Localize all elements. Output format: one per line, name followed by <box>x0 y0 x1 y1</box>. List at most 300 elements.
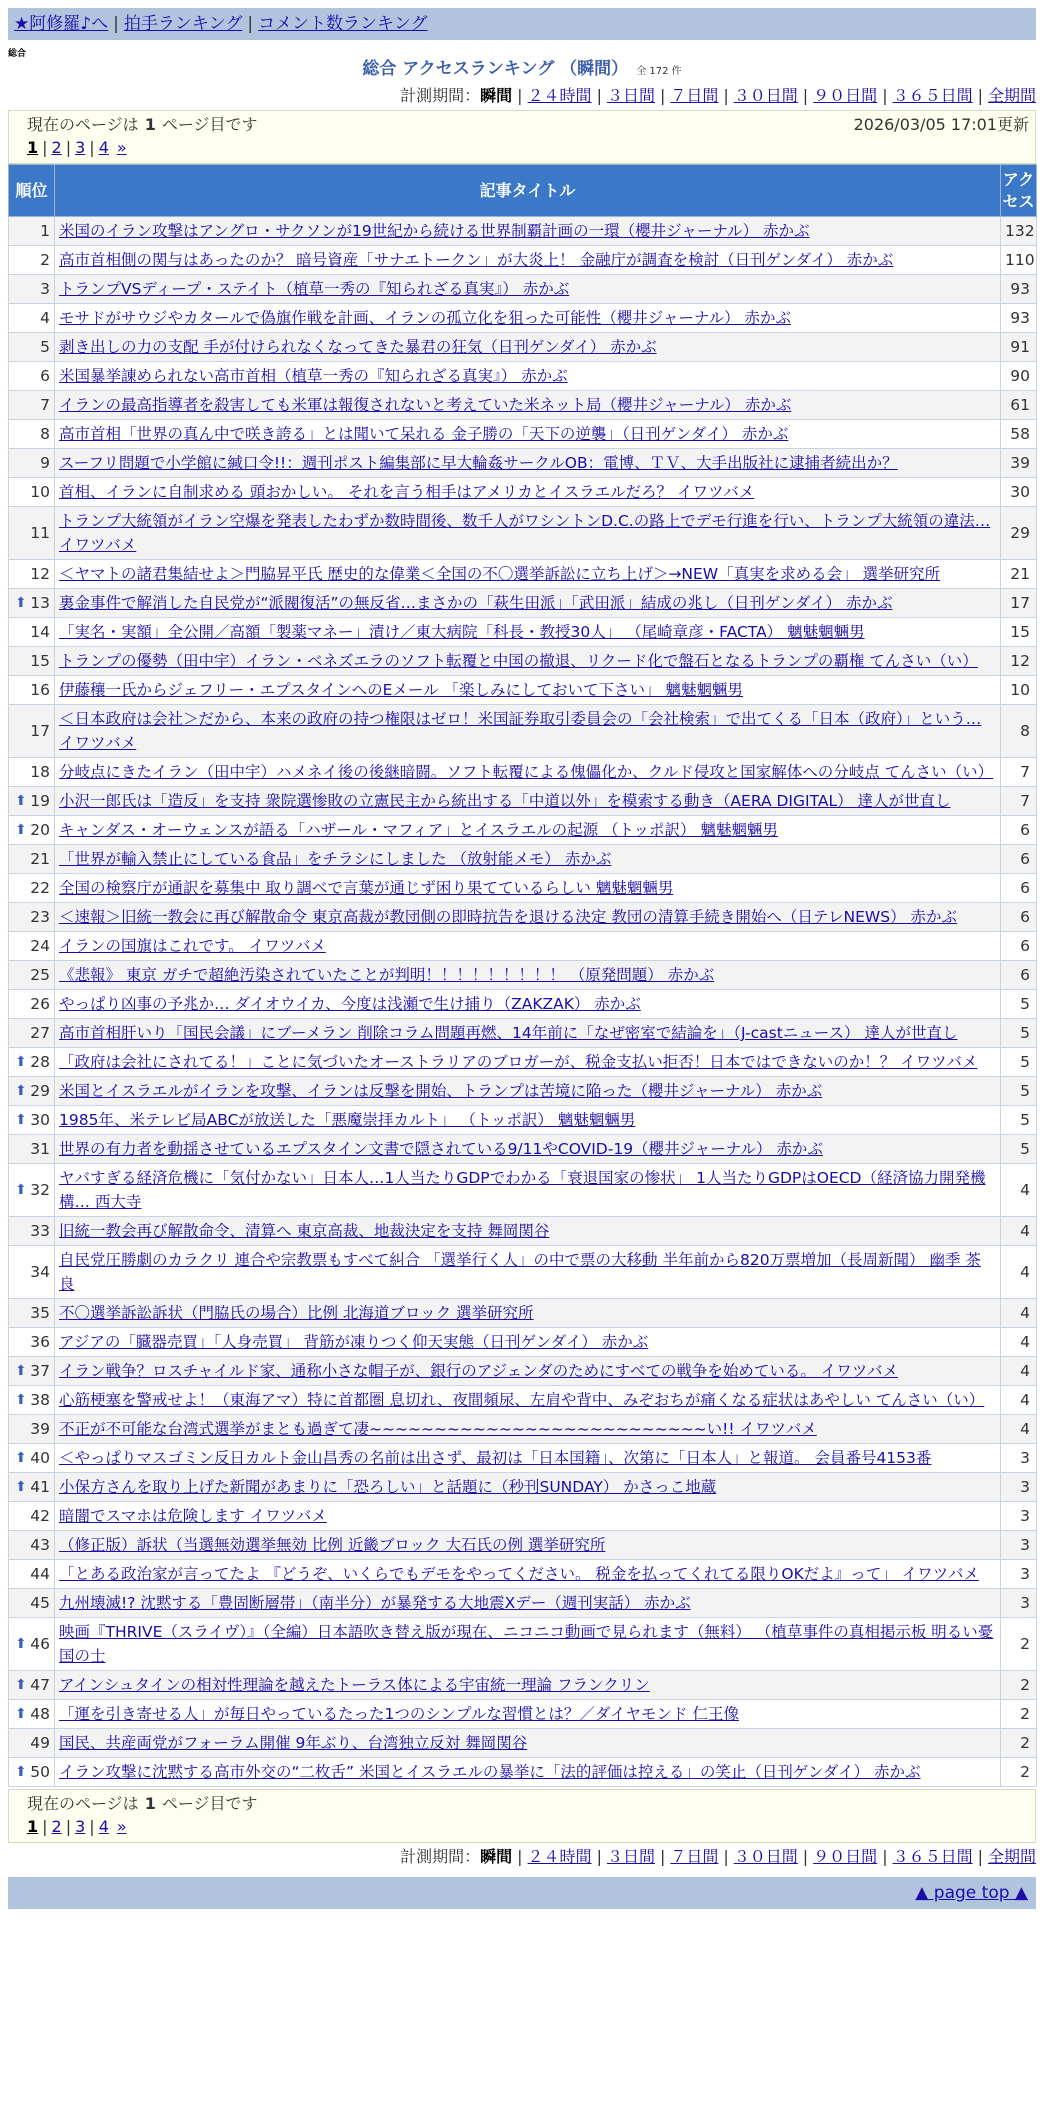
access-count: 12 <box>1001 647 1037 676</box>
period-link[interactable]: ３６５日間 <box>892 86 973 105</box>
access-count: 110 <box>1001 246 1037 275</box>
period-separator: | <box>517 86 523 105</box>
title-cell <box>55 1531 1001 1560</box>
period-link[interactable]: 全期間 <box>987 1847 1036 1866</box>
title-cell <box>55 1164 1001 1217</box>
table-row <box>9 1444 1037 1473</box>
access-count: 58 <box>1001 420 1037 449</box>
access-count: 30 <box>1001 478 1037 507</box>
updated-timestamp: 2026/03/05 17:01更新 <box>853 115 1029 134</box>
access-count: 21 <box>1001 560 1037 589</box>
access-count: 5 <box>1001 1106 1037 1135</box>
period-link[interactable]: ３日間 <box>606 1847 655 1866</box>
access-count: 6 <box>1001 903 1037 932</box>
table-row <box>9 618 1037 647</box>
title-cell <box>55 1473 1001 1502</box>
rank-number: 19 <box>30 792 50 810</box>
title-cell <box>55 758 1001 787</box>
article-link[interactable]: アインシュタインの相対性理論を越えたトーラス体による宇宙統一理論 フランクリン <box>59 1676 650 1694</box>
access-header: アクセス <box>1001 165 1037 217</box>
period-separator: | <box>517 1847 523 1866</box>
title-cell <box>55 1729 1001 1758</box>
rank-cell <box>9 1729 55 1758</box>
title-cell <box>55 589 1001 618</box>
rank-number: 33 <box>30 1222 50 1240</box>
rank-number: 3 <box>40 280 50 298</box>
rank-cell <box>9 1106 55 1135</box>
access-count: 39 <box>1001 449 1037 478</box>
access-count: 6 <box>1001 961 1037 990</box>
article-link[interactable]: ＜日本政府は会社＞だから、本来の政府の持つ権限はゼロ！米国証券取引委員会の「会社検索」で出てくる「日本（政府）」という… イワツバメ <box>59 710 982 752</box>
access-count: 3 <box>1001 1444 1037 1473</box>
rank-cell <box>9 903 55 932</box>
period-current: 瞬間 <box>480 86 513 105</box>
article-link[interactable]: 米国のイラン攻撃はアングロ・サクソンが19世紀から続ける世界制覇計画の一環（櫻井ジャーナル） 赤かぶ <box>59 222 810 240</box>
table-row <box>9 1386 1037 1415</box>
title-cell <box>55 1299 1001 1328</box>
article-link[interactable]: ＜速報＞旧統一教会に再び解散命令 東京高裁が教団側の即時抗告を退ける決定 教団の清算手続き開始へ（日テレNEWS） 赤かぶ <box>59 908 958 926</box>
comment-ranking-link[interactable]: コメント数ランキング <box>258 14 428 34</box>
table-row <box>9 217 1037 246</box>
article-link[interactable]: 米国暴挙諌められない高市首相（植草一秀の『知られざる真実』） 赤かぶ <box>59 367 568 385</box>
rank-number: 31 <box>30 1140 50 1158</box>
article-link[interactable]: 「世界が輸入禁止にしている食品」をチラシにしました （放射能メモ） 赤かぶ <box>59 850 612 868</box>
rank-number: 43 <box>30 1536 50 1554</box>
access-count: 132 <box>1001 217 1037 246</box>
period-link[interactable]: ３０日間 <box>733 86 798 105</box>
table-row <box>9 275 1037 304</box>
period-link[interactable]: ２４時間 <box>527 86 592 105</box>
title-cell <box>55 932 1001 961</box>
title-cell <box>55 1048 1001 1077</box>
access-count: 4 <box>1001 1246 1037 1299</box>
article-link[interactable]: 映画『THRIVE（スライヴ）』（全編）日本語吹き替え版が現在、ニコニコ動画で見られます（無料） （植草事件の真相掲示板 明るい憂国の士 <box>59 1623 994 1665</box>
article-link[interactable]: ヤバすぎる経済危機に「気付かない」日本人…1人当たりGDPでわかる「衰退国家の惨状」 1人当たりGDPはOECD（経済協力開発機構… 西大寺 <box>59 1169 986 1211</box>
title-cell <box>55 1106 1001 1135</box>
arrow-up-icon: ⬆ <box>15 595 27 611</box>
access-count: 7 <box>1001 787 1037 816</box>
rank-cell <box>9 618 55 647</box>
access-count: 6 <box>1001 932 1037 961</box>
table-row <box>9 1328 1037 1357</box>
section-label: 総合 <box>8 49 27 59</box>
period-separator: | <box>882 86 888 105</box>
period-link[interactable]: ９０日間 <box>813 86 878 105</box>
article-link[interactable]: 暗闇でスマホは危険します イワツバメ <box>59 1507 327 1525</box>
access-count: 2 <box>1001 1700 1037 1729</box>
title-cell <box>55 560 1001 589</box>
rank-cell <box>9 1589 55 1618</box>
table-row <box>9 560 1037 589</box>
rank-cell <box>9 478 55 507</box>
period-link[interactable]: 全期間 <box>987 86 1036 105</box>
table-row <box>9 758 1037 787</box>
table-row <box>9 932 1037 961</box>
next-page-link[interactable]: » <box>116 1817 127 1836</box>
article-link[interactable]: 米国とイスラエルがイランを攻撃、イランは反撃を開始、トランプは苦境に陥った（櫻井ジャーナル） 赤かぶ <box>59 1082 823 1100</box>
table-row <box>9 1357 1037 1386</box>
article-link[interactable]: 九州壊滅!? 沈黙する「豊固断層帯」（南半分）が暴発する大地震Xデー（週刊実話） 赤かぶ <box>59 1594 691 1612</box>
period-separator: | <box>882 1847 888 1866</box>
article-link[interactable]: スーフリ問題で小学館に緘口令!!：週刊ポスト編集部に早大輪姦サークルOB：電博、ＴＶ、大手出版社に逮捕者続出か？ <box>59 454 898 472</box>
period-selector-bottom <box>400 1847 1036 1867</box>
table-row <box>9 362 1037 391</box>
article-link[interactable]: （修正版）訴状（当選無効選挙無効 比例 近畿ブロック 大石氏の例 選挙研究所 <box>59 1536 606 1554</box>
title-cell <box>55 618 1001 647</box>
page-link[interactable]: 4 <box>98 138 109 157</box>
rank-number: 35 <box>30 1304 50 1322</box>
article-link[interactable]: 世界の有力者を動揺させているエプスタイン文書で隠されている9/11やCOVID-19（櫻井ジャーナル） 赤かぶ <box>59 1140 823 1158</box>
title-cell <box>55 845 1001 874</box>
article-link[interactable]: ＜ヤマトの諸君集結せよ＞門脇昇平氏 歴史的な偉業＜全国の不〇選挙訴訟に立ち上げ＞→NEW「真実を求める会」 選挙研究所 <box>59 565 941 583</box>
rank-number: 38 <box>30 1391 50 1409</box>
title-cell <box>55 705 1001 758</box>
access-count: 5 <box>1001 1019 1037 1048</box>
ranking-body <box>9 217 1037 1787</box>
page-link[interactable]: 4 <box>98 1817 109 1836</box>
table-row <box>9 705 1037 758</box>
title-cell <box>55 246 1001 275</box>
access-count: 4 <box>1001 1217 1037 1246</box>
table-row <box>9 1106 1037 1135</box>
page-status-suffix: ページ目です <box>161 115 258 134</box>
access-count: 2 <box>1001 1758 1037 1787</box>
page-status-suffix: ページ目です <box>161 1794 258 1813</box>
article-link[interactable]: イラン攻撃に沈黙する高市外交の“二枚舌” 米国とイスラエルの暴挙に「法的評価は控える」の笑止（日刊ゲンダイ） 赤かぶ <box>59 1763 921 1781</box>
rank-number: 29 <box>30 1082 50 1100</box>
rank-number: 2 <box>40 251 50 269</box>
page-link[interactable]: 3 <box>75 138 86 157</box>
rank-cell <box>9 676 55 705</box>
access-count: 7 <box>1001 758 1037 787</box>
rank-number: 8 <box>40 425 50 443</box>
title-cell <box>55 647 1001 676</box>
title-cell <box>55 304 1001 333</box>
rank-cell <box>9 1164 55 1217</box>
access-count: 29 <box>1001 507 1037 560</box>
ranking-title: 総合 アクセスランキング （瞬間） <box>362 59 629 79</box>
rank-number: 11 <box>30 524 50 542</box>
title-cell <box>55 903 1001 932</box>
rank-cell <box>9 1671 55 1700</box>
article-link[interactable]: 1985年、米テレビ局ABCが放送した「悪魔崇拝カルト」 （トッポ訳） 魑魅魍魎男 <box>59 1111 636 1129</box>
top-nav <box>8 8 1036 40</box>
access-count: 4 <box>1001 1328 1037 1357</box>
article-link[interactable]: 首相、イランに自制求める 頭おかしい。 それを言う相手はアメリカとイスラエルだろ？ イワツバメ <box>59 483 755 501</box>
period-label: 計測期間： <box>400 1847 481 1866</box>
article-link[interactable]: イラン戦争？ロスチャイルド家、通称小さな帽子が、銀行のアジェンダのためにすべての戦争を始めている。 イワツバメ <box>59 1362 898 1380</box>
article-link[interactable]: 分岐点にきたイラン（田中宇）ハメネイ後の後継暗闘。ソフト転覆による傀儡化か、クルド侵攻と国家解体への分岐点 てんさい（い） <box>59 763 994 781</box>
period-link[interactable]: ３６５日間 <box>892 1847 973 1866</box>
arrow-up-icon: ⬆ <box>15 1677 27 1693</box>
article-link[interactable]: 自民党圧勝劇のカラクリ 連合や宗教票もすべて糾合 「選挙行く人」の中で票の大移動 半年前から820万票増加（長周新聞） 幽季 茶良 <box>59 1251 981 1293</box>
article-link[interactable]: 小沢一郎氏は「造反」を支持 衆院選惨敗の立憲民主から統出する「中道以外」を模索する動き（AERA DIGITAL） 達人が世直し <box>59 792 951 810</box>
table-row <box>9 816 1037 845</box>
table-row <box>9 1246 1037 1299</box>
title-cell <box>55 1135 1001 1164</box>
title-cell <box>55 391 1001 420</box>
rank-number: 32 <box>30 1181 50 1199</box>
article-link[interactable]: 高市首相側の関与はあったのか？ 暗号資産「サナエトークン」が大炎上！ 金融庁が調査を検討（日刊ゲンダイ） 赤かぶ <box>59 251 894 269</box>
table-row <box>9 676 1037 705</box>
table-row <box>9 1618 1037 1671</box>
table-row <box>9 246 1037 275</box>
period-separator: | <box>659 1847 666 1866</box>
table-row <box>9 1299 1037 1328</box>
article-link[interactable]: トランプ大統領がイラン空爆を発表したわずか数時間後、数千人がワシントンD.C.の路上でデモ行進を行い、トランプ大統領の違法… イワツバメ <box>59 512 991 554</box>
rank-cell <box>9 1386 55 1415</box>
rank-cell <box>9 275 55 304</box>
article-link[interactable]: 全国の検察庁が通訳を募集中 取り調べで言葉が通じず困り果てているらしい 魑魅魍魎男 <box>59 879 674 897</box>
title-cell <box>55 1386 1001 1415</box>
period-link[interactable]: ７日間 <box>670 1847 719 1866</box>
period-link[interactable]: ３日間 <box>606 86 655 105</box>
rank-number: 37 <box>30 1362 50 1380</box>
access-count: 17 <box>1001 589 1037 618</box>
access-count: 3 <box>1001 1502 1037 1531</box>
nav-separator: | <box>113 14 119 34</box>
rank-number: 6 <box>40 367 50 385</box>
article-link[interactable]: やっぱり凶事の予兆か… ダイオウイカ、今度は浅瀬で生け捕り（ZAKZAK） 赤かぶ <box>59 995 641 1013</box>
rank-cell <box>9 1246 55 1299</box>
article-link[interactable]: 心筋梗塞を警戒せよ！（東海アマ）特に首都圏 息切れ、夜間頻尿、左肩や背中、みぞおちが痛くなる症状はあやしい てんさい（い） <box>59 1391 985 1409</box>
rank-cell <box>9 1758 55 1787</box>
period-link[interactable]: ２４時間 <box>527 1847 592 1866</box>
rank-cell <box>9 1217 55 1246</box>
access-count: 6 <box>1001 874 1037 903</box>
rank-cell <box>9 1019 55 1048</box>
table-row <box>9 1758 1037 1787</box>
period-separator: | <box>596 86 602 105</box>
article-link[interactable]: 伊藤穰一氏からジェフリー・エプスタインへのEメール 「楽しみにしておいて下さい」 魑魅魍魎男 <box>59 681 743 699</box>
rank-number: 24 <box>30 937 50 955</box>
article-link[interactable]: 不〇選挙訴訟訴状（門脇氏の場合）比例 北海道ブロック 選挙研究所 <box>59 1304 534 1322</box>
title-cell <box>55 676 1001 705</box>
pagination <box>27 1815 1025 1838</box>
article-link[interactable]: 「実名・実額」全公開／高額「製薬マネー」漬け／東大病院「科長・教授30人」 （尾崎章彦・FACTA） 魑魅魍魎男 <box>59 623 865 641</box>
title-cell <box>55 1415 1001 1444</box>
article-link[interactable]: 「政府は会社にされてる！」ことに気づいたオーストラリアのブロガーが、税金支払い拒否！日本ではできないのか！？ イワツバメ <box>59 1053 978 1071</box>
rank-cell <box>9 1444 55 1473</box>
article-link[interactable]: 高市首相「世界の真ん中で咲き誇る」とは聞いて呆れる 金子勝の「天下の逆襲」（日刊ゲンダイ） 赤かぶ <box>59 425 789 443</box>
title-cell <box>55 990 1001 1019</box>
rank-number: 23 <box>30 908 50 926</box>
rank-number: 42 <box>30 1507 50 1525</box>
rank-number: 44 <box>30 1565 50 1583</box>
access-count: 61 <box>1001 391 1037 420</box>
rank-cell <box>9 1618 55 1671</box>
arrow-up-icon: ⬆ <box>15 1706 27 1722</box>
table-row <box>9 507 1037 560</box>
page-current: 1 <box>27 138 39 157</box>
title-cell <box>55 1019 1001 1048</box>
article-link[interactable]: モサドがサウジやカタールで偽旗作戦を計画、イランの孤立化を狙った可能性（櫻井ジャーナル） 赤かぶ <box>59 309 792 327</box>
title-cell <box>55 333 1001 362</box>
table-row <box>9 1729 1037 1758</box>
rank-cell <box>9 1299 55 1328</box>
access-count: 93 <box>1001 304 1037 333</box>
article-link[interactable]: 高市首相肝いり「国民会議」にブーメラン 削除コラム問題再燃、14年前に「なぜ密室で結論を」（J-castニュース） 達人が世直し <box>59 1024 958 1042</box>
title-cell <box>55 1357 1001 1386</box>
rank-number: 16 <box>30 681 50 699</box>
article-link[interactable]: ＜やっぱりマスゴミン反日カルト金山昌秀の名前は出さず、最初は「日本国籍」、次第に「日本人」と報道。 会員番号4153番 <box>59 1449 932 1467</box>
rank-cell <box>9 1135 55 1164</box>
article-link[interactable]: 不正が不可能な台湾式選挙がまとも過ぎて凄~~~~~~~~~~~~~~~~~~~~~~~~~~い!! イワツバメ <box>59 1420 817 1438</box>
page-info-bottom <box>8 1789 1036 1843</box>
access-count: 93 <box>1001 275 1037 304</box>
rank-number: 9 <box>40 454 50 472</box>
table-row <box>9 1473 1037 1502</box>
title-cell <box>55 816 1001 845</box>
rank-number: 15 <box>30 652 50 670</box>
period-link[interactable]: ７日間 <box>670 86 719 105</box>
article-link[interactable]: 国民、共産両党がフォーラム開催 9年ぶり、台湾独立反対 舞岡関谷 <box>59 1734 528 1752</box>
rank-cell <box>9 787 55 816</box>
access-count: 5 <box>1001 1135 1037 1164</box>
page-link[interactable]: 2 <box>51 1817 62 1836</box>
access-count: 15 <box>1001 618 1037 647</box>
period-separator: | <box>723 86 729 105</box>
title-cell <box>55 217 1001 246</box>
title-cell <box>55 1328 1001 1357</box>
table-row <box>9 903 1037 932</box>
title-cell <box>55 449 1001 478</box>
article-link[interactable]: 小保方さんを取り上げた新聞があまりに「恐ろしい」と話題に（秒刊SUNDAY） かさっこ地蔵 <box>59 1478 717 1496</box>
rank-cell <box>9 560 55 589</box>
access-count: 2 <box>1001 1729 1037 1758</box>
title-header: 記事タイトル <box>55 165 1001 217</box>
table-row <box>9 845 1037 874</box>
ranking-title-bar <box>0 58 1044 83</box>
rank-cell <box>9 932 55 961</box>
rank-cell <box>9 845 55 874</box>
article-link[interactable]: キャンダス・オーウェンスが語る「ハザール・マフィア」とイスラエルの起源 （トッポ訳） 魑魅魍魎男 <box>59 821 778 839</box>
access-count: 4 <box>1001 1386 1037 1415</box>
access-count: 2 <box>1001 1618 1037 1671</box>
access-count: 91 <box>1001 333 1037 362</box>
table-row <box>9 478 1037 507</box>
arrow-up-icon: ⬆ <box>15 1764 27 1780</box>
article-link[interactable]: 「とある政治家が言ってたよ 『どうぞ、いくらでもデモをやってください。 税金を払ってくれてる限りOKだよ』って」 イワツバメ <box>59 1565 979 1583</box>
table-row <box>9 1135 1037 1164</box>
rank-number: 45 <box>30 1594 50 1612</box>
period-link[interactable]: ３０日間 <box>733 1847 798 1866</box>
article-link[interactable]: アジアの「臓器売買」「人身売買」 背筋が凍りつく仰天実態（日刊ゲンダイ） 赤かぶ <box>59 1333 649 1351</box>
title-cell <box>55 1589 1001 1618</box>
next-page-link[interactable]: » <box>116 138 127 157</box>
title-cell <box>55 1671 1001 1700</box>
rank-cell <box>9 758 55 787</box>
rank-number: 13 <box>30 594 50 612</box>
page-top-link[interactable]: ▲ page top ▲ <box>915 1883 1028 1903</box>
page-link[interactable]: 3 <box>75 1817 86 1836</box>
page-separator: | <box>42 1817 48 1836</box>
period-selector-top <box>400 86 1036 106</box>
table-row <box>9 1589 1037 1618</box>
article-link[interactable]: 旧統一教会再び解散命令、清算へ 東京高裁、地裁決定を支持 舞岡関谷 <box>59 1222 550 1240</box>
pagination <box>27 136 1025 159</box>
rank-cell <box>9 705 55 758</box>
rank-number: 10 <box>30 483 50 501</box>
rank-number: 12 <box>30 565 50 583</box>
rank-cell <box>9 1502 55 1531</box>
title-cell <box>55 1560 1001 1589</box>
rank-cell <box>9 420 55 449</box>
article-link[interactable]: 「運を引き寄せる人」が毎日やっているたった1つのシンプルな習慣とは？／ダイヤモンド 仁王像 <box>59 1705 739 1723</box>
rank-cell <box>9 1560 55 1589</box>
access-count: 4 <box>1001 1299 1037 1328</box>
arrow-up-icon: ⬆ <box>15 1479 27 1495</box>
table-row <box>9 1560 1037 1589</box>
rank-number: 14 <box>30 623 50 641</box>
article-link[interactable]: イランの国旗はこれです。 イワツバメ <box>59 937 326 955</box>
rank-number: 34 <box>30 1263 50 1281</box>
rank-cell <box>9 362 55 391</box>
article-link[interactable]: トランプの優勢（田中宇）イラン・ベネズエラのソフト転覆と中国の撤退、リクード化で盤石となるトランプの覇権 てんさい（い） <box>59 652 978 670</box>
rank-cell <box>9 1328 55 1357</box>
page-link[interactable]: 2 <box>51 138 62 157</box>
access-count: 90 <box>1001 362 1037 391</box>
table-row <box>9 1217 1037 1246</box>
title-cell <box>55 478 1001 507</box>
page-separator: | <box>65 1817 72 1836</box>
arrow-up-icon: ⬆ <box>15 1054 27 1070</box>
article-link[interactable]: トランプVSディープ・ステイト（植草一秀の『知られざる真実』） 赤かぶ <box>59 280 570 298</box>
rank-cell <box>9 647 55 676</box>
title-cell <box>55 1502 1001 1531</box>
rank-number: 28 <box>30 1053 50 1071</box>
period-link[interactable]: ９０日間 <box>813 1847 878 1866</box>
rank-number: 46 <box>30 1635 50 1653</box>
page-status-line <box>27 1792 1025 1815</box>
table-row <box>9 333 1037 362</box>
title-cell <box>55 1700 1001 1729</box>
rank-cell <box>9 217 55 246</box>
table-row <box>9 874 1037 903</box>
access-count: 5 <box>1001 1077 1037 1106</box>
ranking-table <box>8 164 1037 1787</box>
rank-cell <box>9 589 55 618</box>
page-status-number: 1 <box>144 115 156 134</box>
access-count: 3 <box>1001 1531 1037 1560</box>
article-link[interactable]: 裏金事件で解消した自民党が“派閥復活”の無反省…まさかの「萩生田派」「武田派」結成の兆し（日刊ゲンダイ） 赤かぶ <box>59 594 893 612</box>
table-row <box>9 1531 1037 1560</box>
table-row <box>9 589 1037 618</box>
page-current: 1 <box>27 1817 39 1836</box>
clap-ranking-link[interactable]: 拍手ランキング <box>123 14 243 34</box>
rank-cell <box>9 990 55 1019</box>
title-cell <box>55 961 1001 990</box>
title-cell <box>55 1758 1001 1787</box>
rank-number: 18 <box>30 763 50 781</box>
page-status-prefix: 現在のページは <box>27 1794 139 1813</box>
home-link[interactable]: ★阿修羅♪へ <box>14 14 109 34</box>
rank-cell <box>9 1077 55 1106</box>
rank-number: 26 <box>30 995 50 1013</box>
title-cell <box>55 1217 1001 1246</box>
rank-cell <box>9 816 55 845</box>
title-cell <box>55 1444 1001 1473</box>
article-link[interactable]: 《悲報》 東京 ガチで超絶汚染されていたことが判明！！！！！！！！！ （原発問題） 赤かぶ <box>59 966 715 984</box>
table-row <box>9 304 1037 333</box>
table-row <box>9 1415 1037 1444</box>
total-count: 全 172 件 <box>636 66 682 77</box>
article-link[interactable]: イランの最高指導者を殺害しても米軍は報復されないと考えていた米ネット局（櫻井ジャーナル） 赤かぶ <box>59 396 792 414</box>
article-link[interactable]: 剥き出しの力の支配 手が付けられなくなってきた暴君の狂気（日刊ゲンダイ） 赤かぶ <box>59 338 657 356</box>
rank-cell <box>9 1473 55 1502</box>
rank-number: 21 <box>30 850 50 868</box>
arrow-up-icon: ⬆ <box>15 1636 27 1652</box>
